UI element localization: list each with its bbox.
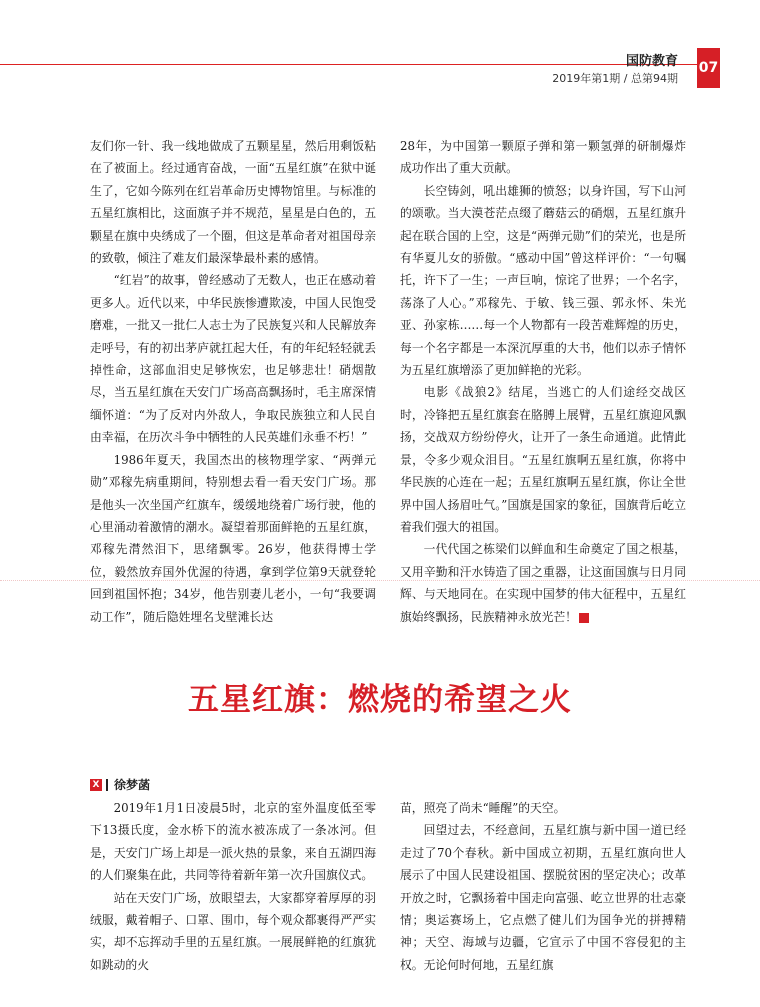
article-title: 五星红旗：燃烧的希望之火 [188,682,572,718]
paragraph: 苗，照亮了尚未“睡醒”的天空。 [400,801,566,815]
paragraph-text: 一代代国之栋梁们以鲜血和生命奠定了国之根基，又用辛勤和汗水铸造了国之重器，让这面国旗与日月同辉、与天地同在。在实现中国梦的伟大征程中，五星红旗始终飘扬，民族精神永放光芒！ [400,542,686,624]
paragraph: 28年，为中国第一颗原子弹和第一颗氢弹的研制爆炸成功作出了重大贡献。 [400,139,686,176]
paragraph: 1986年夏天，我国杰出的核物理学家、“两弹元勋”邓稼先病重期间，特别想去看一看天安门广场。那是他头一次坐国产红旗车，缓缓地绕着广场行驶，他的心里涌动着激情的潮水。凝望着那面鲜艳的五星红旗，邓稼先潸然泪下，思绪飘零。26岁，他获得博士学位，毅然放弃国外优渥的待遇，拿到学位第9天就登轮回到祖国怀抱；34岁，他告别妻儿老小，一句“我要调动工作”，随后隐姓埋名戈壁滩长达 [90,452,376,624]
paragraph: 站在天安门广场，放眼望去，大家都穿着厚厚的羽绒服，戴着帽子、口罩、围巾，每个观众都裹得严严实实，却不忘挥动手里的五星红旗。一展展鲜艳的红旗犹如跳动的火 [90,890,376,972]
paragraph: 回望过去，不经意间，五星红旗与新中国一道已经走过了70个春秋。新中国成立初期，五星红旗向世人展示了中国人民建设祖国、摆脱贫困的坚定决心；改革开放之时，它飘扬着中国走向富强、屹立世界的壮志豪情；奥运赛场上，它点燃了健儿们为国争光的拼搏精神；天空、海域与边疆，它宣示了中国不容侵犯的主权。无论何时何地，五星红旗 [400,823,686,972]
paragraph: 电影《战狼2》结尾，当逃亡的人们途经交战区时，冷锋把五星红旗套在胳膊上展臂，五星红旗迎风飘扬，交战双方纷纷停火，让开了一条生命通道。此情此景，令多少观众泪目。“五星红旗啊五星红旗，你将中华民族的心连在一起；五星红旗啊五星红旗，你让全世界中国人扬眉吐气。”国旗是国家的象征，国旗背后屹立着我们强大的祖国。 [400,385,686,534]
paragraph: 长空铸剑，吼出雄狮的愤怒；以身许国，写下山河的颂歌。当大漠苍茫点缀了蘑菇云的硝烟，五星红旗升起在联合国的上空，这是“两弹元勋”们的荣光，也是所有华夏儿女的骄傲。“感动中国”曾这样评价：“一句嘱托，许下了一生；一声巨响，惊诧了世界；一个名字，荡涤了人心。”邓稼先、于敏、钱三强、郭永怀、朱光亚、孙家栋……每一个人物都有一段苦难辉煌的历史，每一个名字都是一本深沉厚重的大书，他们以赤子情怀为五星红旗增添了更加鲜艳的光彩。 [400,183,686,378]
paragraph-last [400,538,686,628]
upper-right-column [400,135,686,628]
paragraph: 友们你一针、我一线地做成了五颗星星，然后用剩饭粘在了被面上。经过通宵奋战，一面“五星红旗”在狱中诞生了，它如今陈列在红岩革命历史博物馆里。与标准的五星红旗相比，这面旗子并不规范，星星是白色的，五颗星在旗中央绣成了一个圈，但这是革命者对祖国母亲的致敬，倾注了难友们最深挚最朴素的感情。 [90,139,376,266]
end-mark-icon: G [579,613,589,623]
paragraph: “红岩”的故事，曾经感动了无数人，也正在感动着更多人。近代以来，中华民族惨遭欺凌，中国人民饱受磨难，一批又一批仁人志士为了民族复兴和人民解放奔走呼号，有的初出茅庐就扛起大任，有的年纪轻轻就丢掉性命，这部血泪史足够恢宏，也足够悲壮！硝烟散尽，当五星红旗在天安门广场高高飘扬时，毛主席深情缅怀道：“为了反对内外敌人，争取民族独立和人民自由幸福，在历次斗争中牺牲的人民英雄们永垂不朽！” [90,273,376,445]
upper-left-column [90,135,376,628]
lower-left-column [90,797,376,976]
issue-info: 2019年第1期 / 总第94期 [552,72,678,85]
header-rule [0,64,697,65]
divider [106,779,108,791]
section-separator [0,580,760,581]
author-name: 徐梦菡 [114,778,151,792]
magazine-title: 国防教育 [625,54,678,69]
page-number: 07 [697,48,720,88]
paragraph: 2019年1月1日凌晨5时，北京的室外温度低至零下13摄氏度，金水桥下的流水被冻成了一条冰河。但是，天安门广场上却是一派火热的景象，来自五湖四海的人们聚集在此，共同等待着新年第一次升国旗仪式。 [90,801,376,883]
byline [90,776,150,793]
author-mark-icon: X [90,779,102,791]
lower-right-column [400,797,686,976]
